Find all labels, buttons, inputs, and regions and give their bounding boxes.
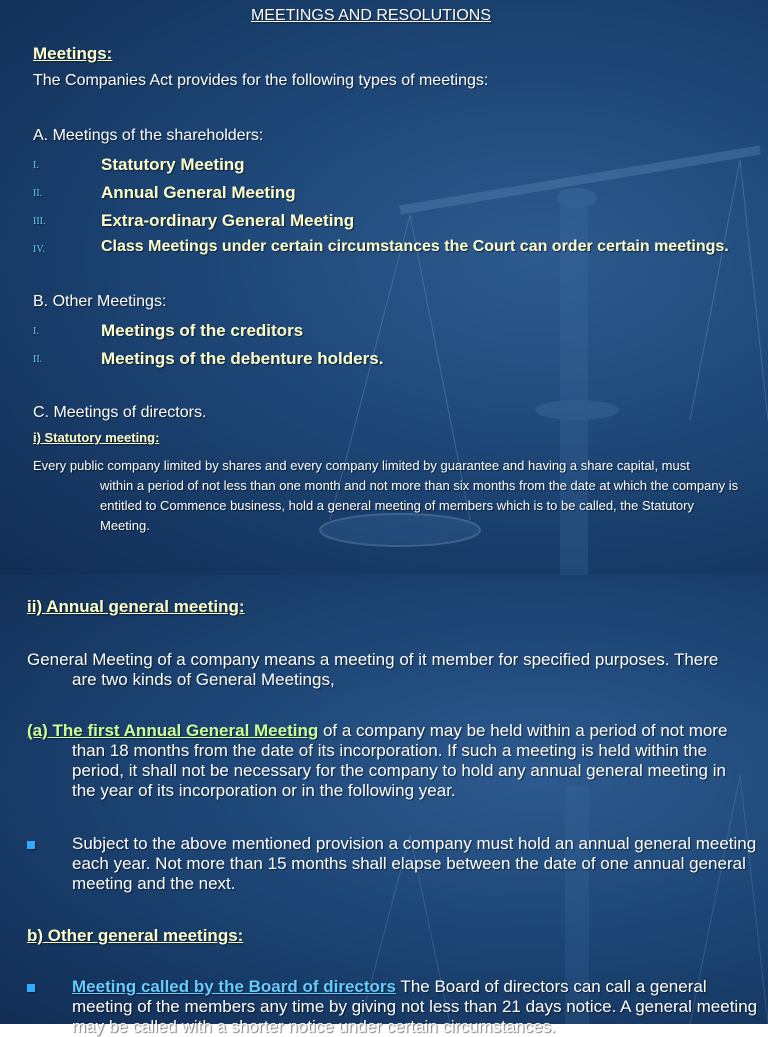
list-item: Extra-ordinary General Meeting	[101, 211, 355, 230]
paragraph-continuation: within a period of not less than one month and not more than six months from the date at which the company is entitled to Commence business, hold a general meeting of members which is to be called, the Statutory Meeting.	[100, 478, 739, 533]
section-b-heading: B. Other Meetings:	[33, 293, 167, 310]
board-meeting-link[interactable]: Meeting called by the Board of directors	[72, 977, 397, 996]
other-meetings-heading: b) Other general meetings:	[27, 926, 244, 945]
list-item: Meetings of the creditors	[101, 321, 304, 340]
list-item: Statutory Meeting	[101, 155, 245, 174]
bullet-square-icon	[27, 984, 35, 992]
first-agm-link[interactable]: (a) The first Annual General Meeting	[27, 721, 319, 740]
bullet-text	[72, 977, 762, 1037]
list-item: Meetings of the debenture holders.	[101, 349, 384, 368]
bullet-text: Subject to the above mentioned provision a company must hold an annual general meeting each year. Not more than 15 months shall elapse between the date of one annual general meeting and the next.	[72, 834, 757, 893]
list-item: Annual General Meeting	[101, 183, 296, 202]
list-number: II.	[33, 354, 43, 365]
slide-2	[0, 575, 768, 1036]
section-a-heading: A. Meetings of the shareholders:	[33, 127, 264, 144]
statutory-meeting-paragraph	[33, 456, 743, 536]
paragraph-first-line: of a company may be held within a period of not more	[318, 721, 728, 740]
bullet-square-icon	[27, 841, 35, 849]
slide-title: MEETINGS AND RESOLUTIONS	[250, 7, 492, 24]
paragraph-first-line: General Meeting of a company means a meeting of it member for specified purposes. There	[27, 650, 719, 669]
paragraph-first-line: Every public company limited by shares and every company limited by guarantee and having a share capital, must	[33, 458, 690, 473]
general-meeting-paragraph	[27, 650, 752, 690]
paragraph-continuation: are two kinds of General Meetings,	[72, 670, 335, 689]
list-item: Class Meetings under certain circumstances the Court can order certain meetings.	[101, 238, 729, 255]
list-number: II.	[33, 188, 43, 199]
agm-heading: ii) Annual general meeting:	[27, 597, 245, 616]
list-number: I.	[33, 160, 39, 171]
bullet-body: The Board of directors can call a general meeting of the members any time by giving not less than 21 days notice. A general meeting may be called with a shorter notice under certain circumstances.	[72, 977, 758, 1036]
intro-text: The Companies Act provides for the following types of meetings:	[33, 72, 489, 89]
meetings-heading: Meetings:	[33, 44, 113, 63]
section-c-heading: C. Meetings of directors.	[33, 404, 207, 421]
list-number: III.	[33, 216, 46, 227]
list-number: IV.	[33, 244, 45, 255]
list-number: I.	[33, 326, 39, 337]
first-agm-paragraph	[27, 721, 752, 801]
paragraph-continuation: than 18 months from the date of its incorporation. If such a meeting is held within the period, it shall not be necessary for the company to hold any annual general meeting in the year of its incorporation or in the following year.	[72, 741, 726, 800]
statutory-meeting-heading: i) Statutory meeting:	[33, 430, 160, 445]
